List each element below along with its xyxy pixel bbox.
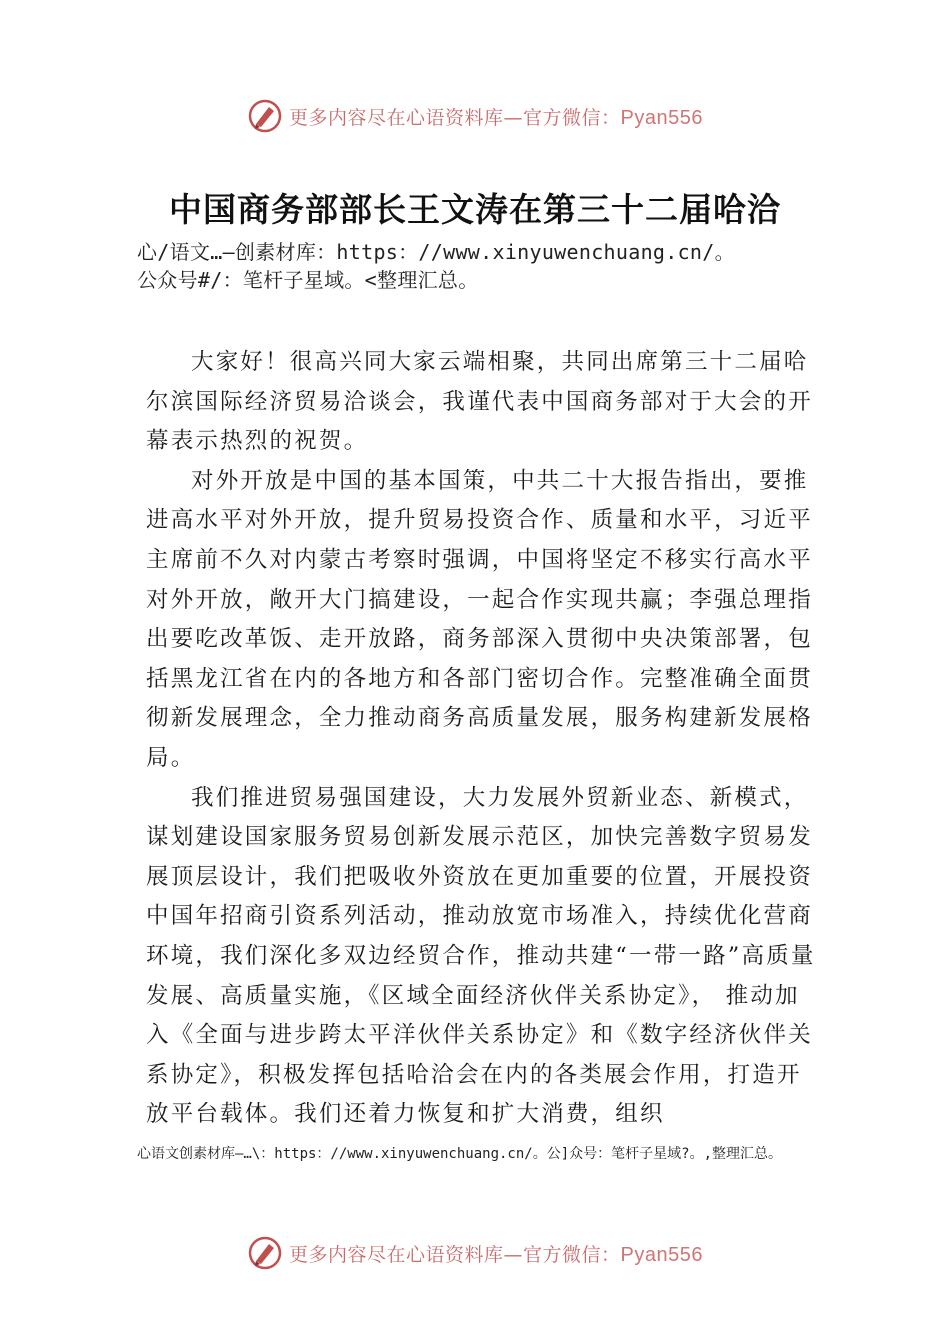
header-banner xyxy=(0,94,950,138)
source-notice-line-1: 心/语文…—创素材库：https：//www.xinyuwenchuang.cn/。 xyxy=(137,240,735,264)
pen-logo-icon xyxy=(247,1235,283,1271)
footer-banner xyxy=(0,1231,950,1275)
document-title: 中国商务部部长王文涛在第三十二届哈洽 xyxy=(169,190,781,229)
source-notice-line-2: 公众号#/：笔杆子星域。<整理汇总。 xyxy=(137,268,479,292)
paragraph: 大家好！很高兴同大家云端相聚，共同出席第三十二届哈尔滨国际经济贸易洽谈会，我谨代表中国商务部对于大会的开幕表示热烈的祝贺。 xyxy=(146,349,813,455)
pen-logo-icon xyxy=(247,98,283,134)
footer-source-notice: 心语文创素材库—…\：https：//www.xinyuwenchuang.cn/。公]众号：笔杆子星域?。,整理汇总。 xyxy=(137,1146,783,1162)
document-body xyxy=(146,343,822,1135)
paragraph: 我们推进贸易强国建设，大力发展外贸新业态、新模式，谋划建设国家服务贸易创新发展示范区，加快完善数字贸易发展顶层设计，我们把吸收外资放在更加重要的位置，开展投资中国年招商引资系列活动，推动放宽市场准入，持续优化营商环境，我们深化多双边经贸合作，推动共建“一带一路”高质量发展、高质量实施，《区域全面经济伙伴关系协定》， 推动加入《全面与进步跨太平洋伙伴关系协定》和《数字经济伙伴关系协定》，积极发挥包括哈洽会在内的各类展会作用，打造开放平台载体。我们还着力恢复和扩大消费，组织 xyxy=(146,784,816,1128)
banner-text: 更多内容尽在心语资料库—官方微信：Pyan556 xyxy=(289,1243,703,1266)
paragraph: 对外开放是中国的基本国策，中共二十大报告指出，要推进高水平对外开放，提升贸易投资合作、质量和水平，习近平主席前不久对内蒙古考察时强调，中国将坚定不移实行高水平对外开放，敞开大门搞建设，一起合作实现共赢；李强总理指出要吃改革饭、走开放路，商务部深入贯彻中央决策部署，包括黑龙江省在内的各地方和各部门密切合作。完整准确全面贯彻新发展理念，全力推动商务高质量发展，服务构建新发展格局。 xyxy=(146,467,813,771)
banner-text: 更多内容尽在心语资料库—官方微信：Pyan556 xyxy=(289,106,703,129)
